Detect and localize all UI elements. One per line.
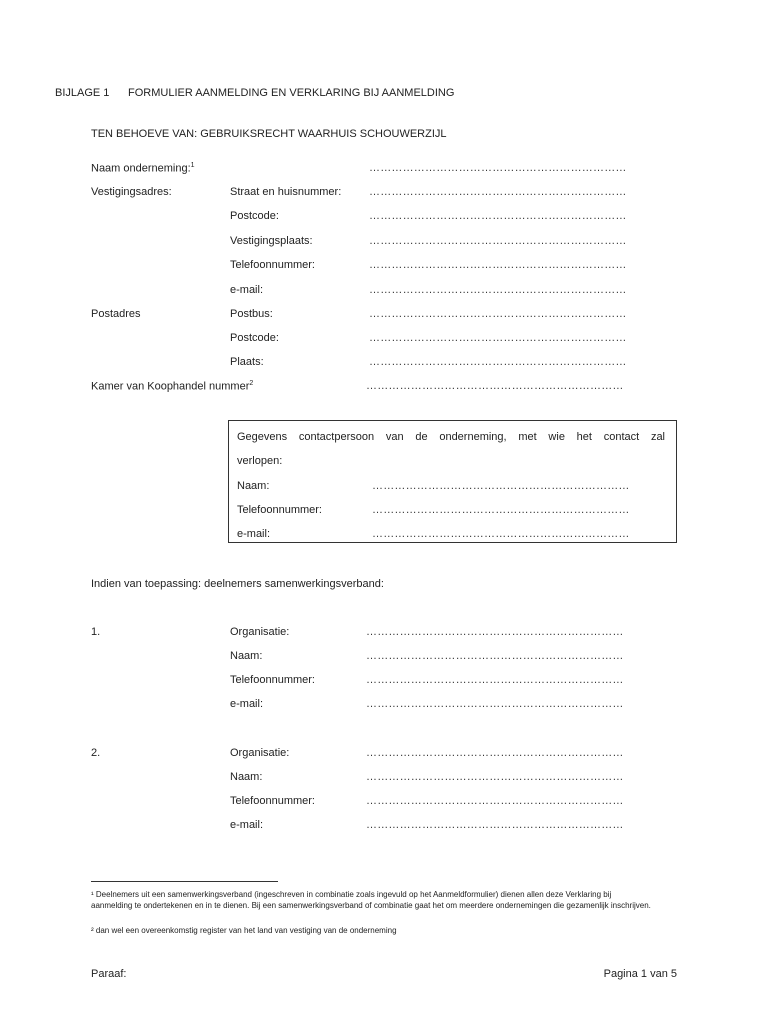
entry2-organisatie-field[interactable]: ……………………………………………………………: [366, 747, 624, 759]
postcode-field[interactable]: ……………………………………………………………: [369, 210, 627, 222]
entry2-email-field[interactable]: ……………………………………………………………: [366, 819, 624, 831]
entry1-naam-label: Naam:: [230, 650, 263, 662]
postbus-field[interactable]: ……………………………………………………………: [369, 308, 627, 320]
naam-onderneming-label: Naam onderneming:$^1$: [91, 162, 195, 175]
postcode-label: Postcode:: [230, 210, 279, 222]
contact-naam-label: Naam:: [237, 480, 270, 492]
entry2-telefoon-label: Telefoonnummer:: [230, 795, 315, 807]
entry2-organisatie-label: Organisatie:: [230, 747, 290, 759]
postadres-label: Postadres: [91, 308, 141, 320]
naam-onderneming-field[interactable]: ……………………………………………………………: [369, 162, 627, 174]
entry1-telefoon-label: Telefoonnummer:: [230, 674, 315, 686]
telefoonnummer-field[interactable]: ……………………………………………………………: [369, 259, 627, 271]
kvk-field[interactable]: ……………………………………………………………: [366, 380, 624, 392]
page-number: Pagina 1 van 5: [603, 968, 677, 980]
footnote-separator: [91, 881, 278, 882]
contact-naam-field[interactable]: ……………………………………………………………: [372, 480, 630, 492]
vestigingsadres-label: Vestigingsadres:: [91, 186, 172, 198]
entry1-organisatie-label: Organisatie:: [230, 626, 290, 638]
footnote-1: ¹ Deelnemers uit een samenwerkingsverband (ingeschreven in combinatie zoals ingevuld op het Aanmeldformulier) dienen allen deze Verklaring bij aanmelding te ondertekenen en in te dienen. Bij een samenwerkingsverband of combinatie gaat het om meerdere ondernemingen die gezamenlijk inschrijven.: [91, 890, 651, 910]
contact-intro-line2: verlopen:: [237, 455, 283, 467]
contact-email-field[interactable]: ……………………………………………………………: [372, 528, 630, 540]
post-postcode-label: Postcode:: [230, 332, 279, 344]
straat-label: Straat en huisnummer:: [230, 186, 342, 198]
footnote-2: ² dan wel een overeenkomstig register van het land van vestiging van de onderneming: [91, 926, 397, 935]
paraaf-label: Paraaf:: [91, 968, 127, 980]
entry2-number: 2.: [91, 747, 101, 759]
document-subtitle: TEN BEHOEVE VAN: GEBRUIKSRECHT WAARHUIS SCHOUWERZIJL: [91, 128, 447, 140]
straat-field[interactable]: ……………………………………………………………: [369, 186, 627, 198]
telefoonnummer-label: Telefoonnummer:: [230, 259, 315, 271]
contact-email-label: e-mail:: [237, 528, 271, 540]
entry2-telefoon-field[interactable]: ……………………………………………………………: [366, 795, 624, 807]
contact-intro-line1: Gegevens contactpersoon van de onderneming, met wie het contact zal: [237, 431, 665, 443]
post-postcode-field[interactable]: ……………………………………………………………: [369, 332, 627, 344]
kvk-label: Kamer van Koophandel nummer$^2$: [91, 380, 254, 393]
entry1-organisatie-field[interactable]: ……………………………………………………………: [366, 626, 624, 638]
plaats-field[interactable]: ……………………………………………………………: [369, 356, 627, 368]
entry2-email-label: e-mail:: [230, 819, 264, 831]
vestigingsplaats-field[interactable]: ……………………………………………………………: [369, 235, 627, 247]
entry1-email-field[interactable]: ……………………………………………………………: [366, 698, 624, 710]
document-title: FORMULIER AANMELDING EN VERKLARING BIJ AANMELDING: [128, 87, 455, 99]
entry1-naam-field[interactable]: ……………………………………………………………: [366, 650, 624, 662]
entry2-naam-label: Naam:: [230, 771, 263, 783]
entry2-naam-field[interactable]: ……………………………………………………………: [366, 771, 624, 783]
vestigingsplaats-label: Vestigingsplaats:: [230, 235, 313, 247]
entry1-number: 1.: [91, 626, 101, 638]
email-label: e-mail:: [230, 284, 264, 296]
entry1-telefoon-field[interactable]: ……………………………………………………………: [366, 674, 624, 686]
samenwerking-intro: Indien van toepassing: deelnemers samenwerkingsverband:: [91, 578, 384, 590]
contact-telefoon-label: Telefoonnummer:: [237, 504, 322, 516]
contact-telefoon-field[interactable]: ……………………………………………………………: [372, 504, 630, 516]
plaats-label: Plaats:: [230, 356, 264, 368]
bijlage-label: BIJLAGE 1: [55, 87, 110, 99]
email-field[interactable]: ……………………………………………………………: [369, 284, 627, 296]
postbus-label: Postbus:: [230, 308, 273, 320]
entry1-email-label: e-mail:: [230, 698, 264, 710]
